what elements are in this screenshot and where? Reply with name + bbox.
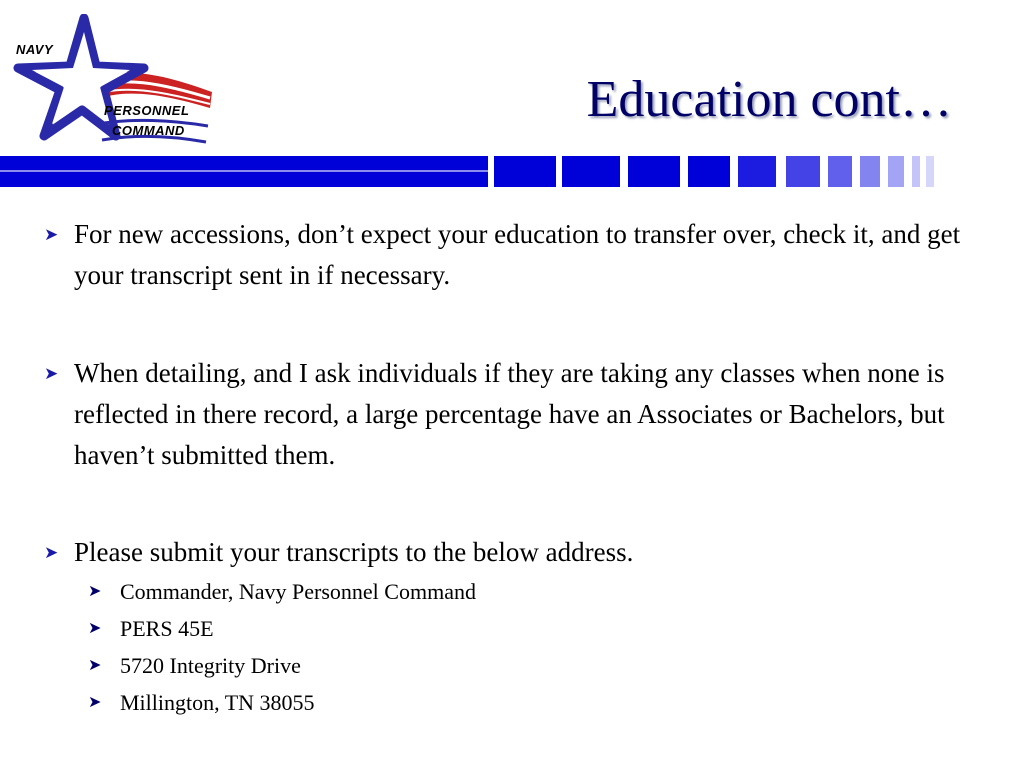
- address-text: Millington, TN 38055: [120, 690, 315, 715]
- bar-segment: [912, 156, 920, 187]
- address-line: [88, 573, 1004, 610]
- arrow-bullet-icon: ➤: [44, 364, 59, 383]
- bar-segment: [494, 156, 556, 187]
- bar-segment: [888, 156, 904, 187]
- bar-segment: [738, 156, 776, 187]
- bar-segment: [688, 156, 730, 187]
- bar-segment: [562, 156, 620, 187]
- address-line: [88, 684, 1004, 721]
- arrow-bullet-icon: ➤: [88, 620, 102, 637]
- arrow-bullet-icon: ➤: [88, 694, 102, 711]
- address-text: PERS 45E: [120, 616, 214, 641]
- bullet-item: [44, 214, 1004, 296]
- bar-segment: [926, 156, 934, 187]
- arrow-bullet-icon: ➤: [88, 583, 102, 600]
- logo-personnel-text: PERSONNEL: [104, 103, 190, 118]
- address-text: 5720 Integrity Drive: [120, 653, 301, 678]
- address-line: [88, 647, 1004, 684]
- address-text: Commander, Navy Personnel Command: [120, 579, 476, 604]
- decorative-bar: [0, 156, 1024, 188]
- bar-segment: [786, 156, 820, 187]
- bar-segment: [828, 156, 852, 187]
- arrow-bullet-icon: ➤: [44, 225, 59, 244]
- bullet-item: [44, 532, 1004, 573]
- arrow-bullet-icon: ➤: [44, 543, 59, 562]
- bullet-item: [44, 353, 1004, 476]
- logo-navy-text: NAVY: [16, 42, 54, 57]
- bullet-text: When detailing, and I ask individuals if they are taking any classes when none is reflected in there record, a large percentage have an Associates or Bachelors, but haven’t submitted them.: [74, 358, 945, 470]
- slide-body: [44, 214, 1004, 721]
- bullet-text: For new accessions, don’t expect your education to transfer over, check it, and get your transcript sent in if necessary.: [74, 219, 961, 290]
- navy-personnel-command-logo: [12, 14, 222, 144]
- slide-title: Education cont…: [586, 71, 952, 128]
- bar-segment: [628, 156, 680, 187]
- address-line: [88, 610, 1004, 647]
- bullet-text: Please submit your transcripts to the below address.: [74, 537, 634, 567]
- arrow-bullet-icon: ➤: [88, 657, 102, 674]
- logo-command-text: COMMAND: [112, 123, 185, 138]
- bar-main-segment: [0, 156, 488, 187]
- bar-segment: [860, 156, 880, 187]
